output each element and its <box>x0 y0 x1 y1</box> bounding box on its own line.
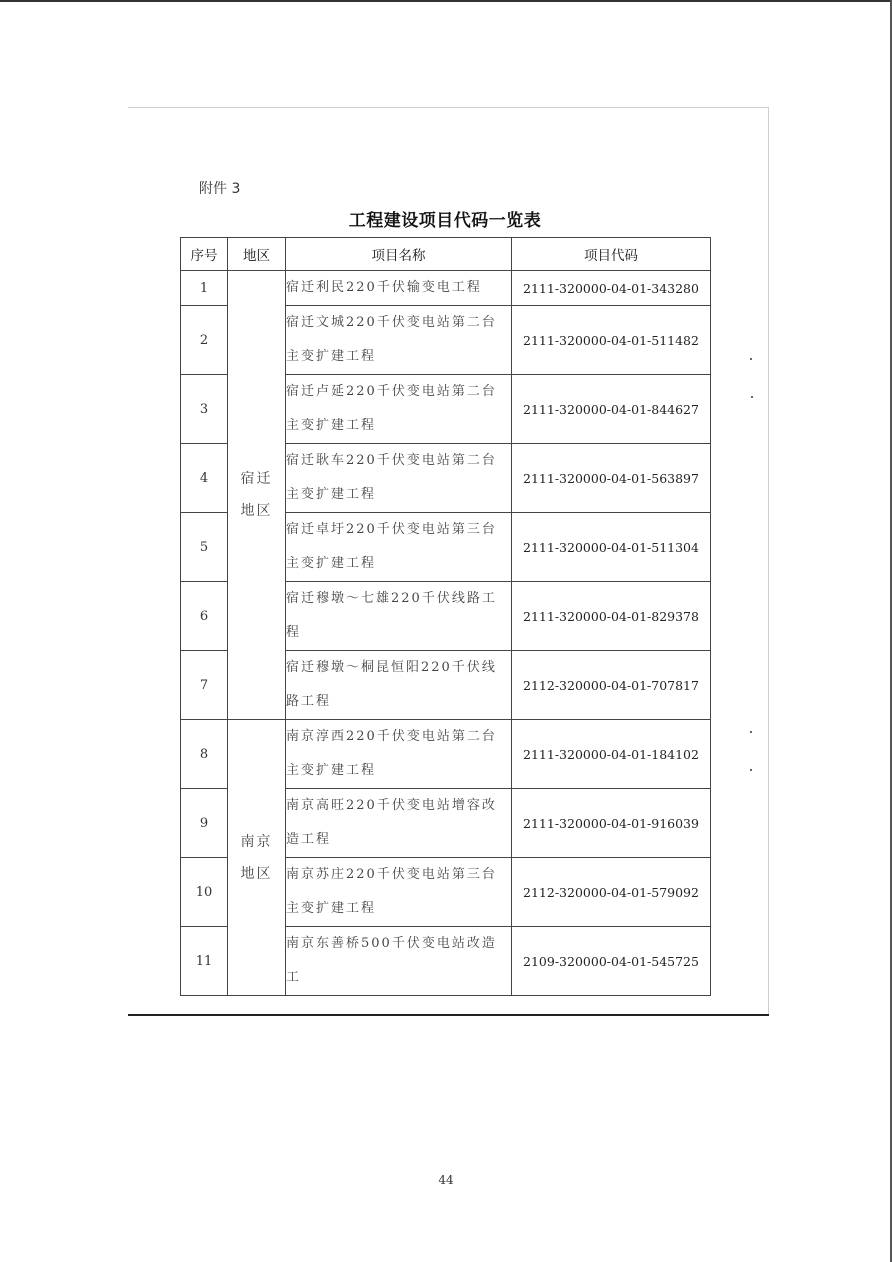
margin-mark <box>750 769 752 771</box>
cell-project-code: 2111-320000-04-01-844627 <box>512 375 711 444</box>
cell-project-name: 宿迁卢延220千伏变电站第二台主变扩建工程 <box>286 375 512 444</box>
cell-project-code: 2112-320000-04-01-579092 <box>512 858 711 927</box>
cell-seq: 5 <box>181 513 228 582</box>
header-code: 项目代码 <box>512 238 711 271</box>
cell-seq: 9 <box>181 789 228 858</box>
cell-seq: 3 <box>181 375 228 444</box>
table-row <box>181 271 711 306</box>
cell-seq: 8 <box>181 720 228 789</box>
cell-seq: 7 <box>181 651 228 720</box>
cell-seq: 11 <box>181 927 228 996</box>
cell-project-name: 宿迁文城220千伏变电站第二台主变扩建工程 <box>286 306 512 375</box>
cell-project-code: 2111-320000-04-01-184102 <box>512 720 711 789</box>
cell-project-name: 宿迁穆墩～桐昆恒阳220千伏线路工程 <box>286 651 512 720</box>
header-region: 地区 <box>228 238 286 271</box>
margin-mark <box>751 396 753 398</box>
margin-mark <box>750 358 752 360</box>
table-body <box>181 271 711 996</box>
margin-mark <box>750 731 752 733</box>
page-number: 44 <box>438 1173 454 1187</box>
cell-project-name: 南京高旺220千伏变电站增容改造工程 <box>286 789 512 858</box>
cell-project-name: 宿迁穆墩～七雄220千伏线路工程 <box>286 582 512 651</box>
cell-project-name: 南京苏庄220千伏变电站第三台主变扩建工程 <box>286 858 512 927</box>
table-row <box>181 720 711 789</box>
cell-project-code: 2112-320000-04-01-707817 <box>512 651 711 720</box>
cell-project-code: 2111-320000-04-01-563897 <box>512 444 711 513</box>
cell-seq: 4 <box>181 444 228 513</box>
cell-project-name: 宿迁卓圩220千伏变电站第三台主变扩建工程 <box>286 513 512 582</box>
cell-seq: 10 <box>181 858 228 927</box>
page-top-border <box>0 0 892 2</box>
cell-seq: 1 <box>181 271 228 306</box>
cell-region: 宿迁 地区 <box>228 271 286 720</box>
cell-seq: 6 <box>181 582 228 651</box>
cell-project-name: 宿迁利民220千伏输变电工程 <box>286 271 512 306</box>
cell-project-code: 2111-320000-04-01-511482 <box>512 306 711 375</box>
table-header-row <box>181 238 711 271</box>
header-name: 项目名称 <box>286 238 512 271</box>
document-title: 工程建设项目代码一览表 <box>348 211 542 231</box>
cell-project-name: 南京淳西220千伏变电站第二台主变扩建工程 <box>286 720 512 789</box>
cell-project-name: 宿迁耿车220千伏变电站第二台主变扩建工程 <box>286 444 512 513</box>
cell-region: 南京 地区 <box>228 720 286 996</box>
cell-project-code: 2109-320000-04-01-545725 <box>512 927 711 996</box>
cell-project-code: 2111-320000-04-01-511304 <box>512 513 711 582</box>
project-code-table <box>180 237 711 996</box>
cell-project-code: 2111-320000-04-01-343280 <box>512 271 711 306</box>
cell-project-code: 2111-320000-04-01-829378 <box>512 582 711 651</box>
cell-seq: 2 <box>181 306 228 375</box>
cell-project-code: 2111-320000-04-01-916039 <box>512 789 711 858</box>
scanned-page-bottom-rule <box>128 1014 769 1016</box>
attachment-label: 附件 3 <box>199 181 241 197</box>
header-seq: 序号 <box>181 238 228 271</box>
cell-project-name: 南京东善桥500千伏变电站改造工 <box>286 927 512 996</box>
